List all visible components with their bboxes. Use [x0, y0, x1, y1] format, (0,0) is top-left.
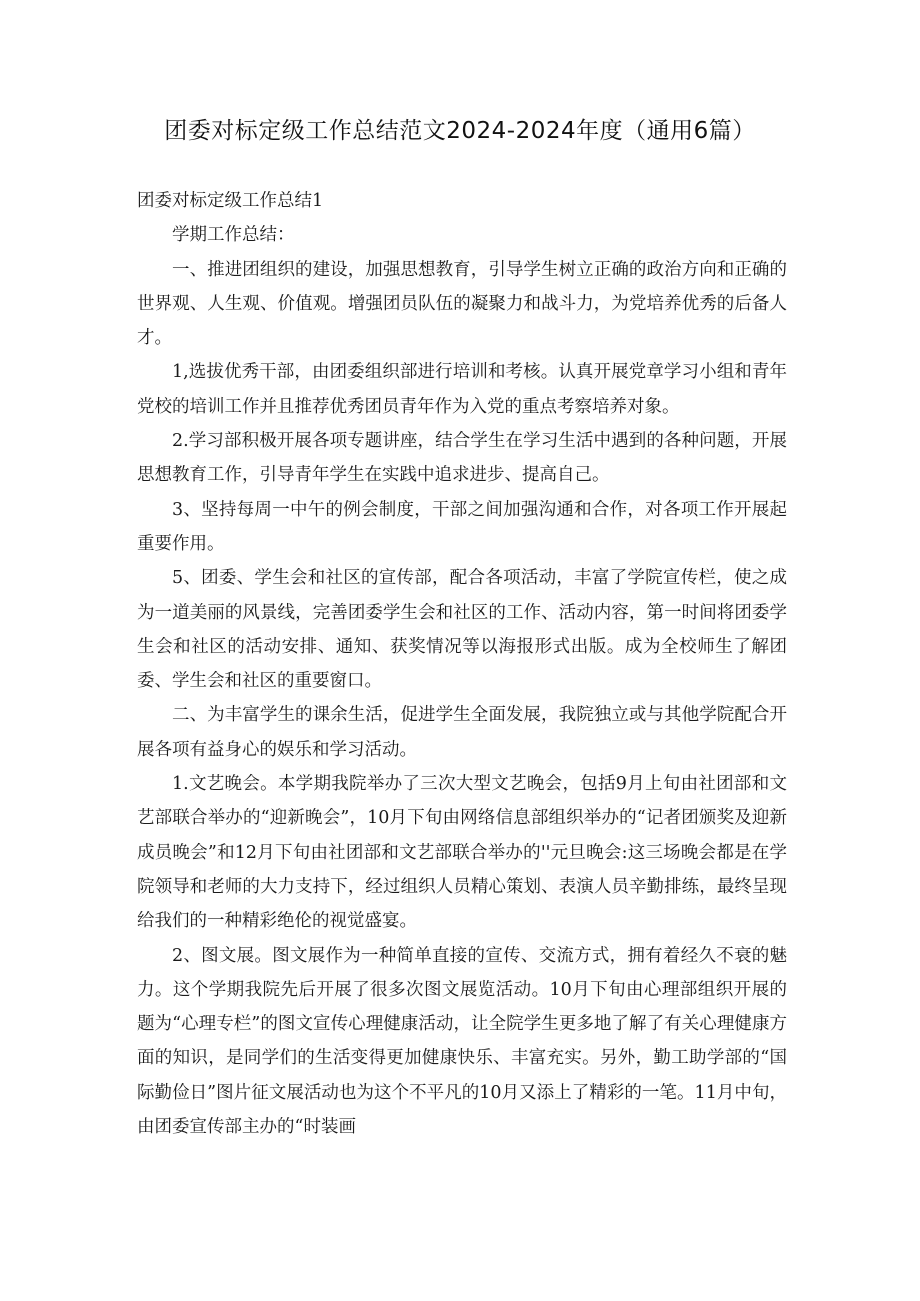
paragraph-item-5: 5、团委、学生会和社区的宣传部，配合各项活动，丰富了学院宣传栏，使之成为一道美丽的风景线，完善团委学生会和社区的工作、活动内容，第一时间将团委学生会和社区的活动安排、通知、获奖情况等以海报形式出版。成为全校师生了解团委、学生会和社区的重要窗口。: [137, 568, 787, 692]
paragraph-part-two: 二、为丰富学生的课余生活，促进学生全面发展，我院独立或与其他学院配合开展各项有益身心的娱乐和学习活动。: [137, 705, 787, 760]
document-title: 团委对标定级工作总结范文2024-2024年度（通用6篇）: [164, 118, 756, 144]
paragraph-part-one: 一、推进团组织的建设，加强思想教育，引导学生树立正确的政治方向和正确的世界观、人生观、价值观。增强团员队伍的凝聚力和战斗力，为党培养优秀的后备人才。: [137, 259, 787, 349]
paragraph-gala: 1.文艺晚会。本学期我院举办了三次大型文艺晚会，包括9月上旬由社团部和文艺部联合举办的“迎新晚会”，10月下旬由网络信息部组织举办的“记者团颁奖及迎新成员晚会”和12月下旬由社团部和文艺部联合举办的''元旦晚会:这三场晚会都是在学院领导和老师的大力支持下，经过组织人员精心策划、表演人员辛勤排练，最终呈现给我们的一种精彩绝伦的视觉盛宴。: [137, 774, 787, 932]
paragraph-item-3: 3、坚持每周一中午的例会制度，干部之间加强沟通和合作，对各项工作开展起重要作用。: [137, 499, 787, 554]
section-heading: 团委对标定级工作总结1: [137, 191, 324, 211]
paragraph-exhibition: 2、图文展。图文展作为一种简单直接的宣传、交流方式，拥有着经久不衰的魅力。这个学期我院先后开展了很多次图文展览活动。10月下旬由心理部组织开展的题为“心理专栏”的图文宣传心理健康活动，让全院学生更多地了解了有关心理健康方面的知识，是同学们的生活变得更加健康快乐、丰富充实。另外，勤工助学部的“国际勤俭日”图片征文展活动也为这个不平凡的10月又添上了精彩的一笔。11月中旬，由团委宣传部主办的“时装画: [137, 945, 787, 1138]
document-body: [137, 184, 787, 1144]
paragraph-semester-summary: 学期工作总结：: [172, 225, 295, 246]
paragraph-item-2: 2.学习部积极开展各项专题讲座，结合学生在学习生活中遇到的各种问题，开展思想教育工作，引导青年学生在实践中追求进步、提高自己。: [137, 431, 787, 486]
paragraph-item-1: 1,选拔优秀干部，由团委组织部进行培训和考核。认真开展党章学习小组和青年党校的培训工作并且推荐优秀团员青年作为入党的重点考察培养对象。: [137, 362, 787, 417]
